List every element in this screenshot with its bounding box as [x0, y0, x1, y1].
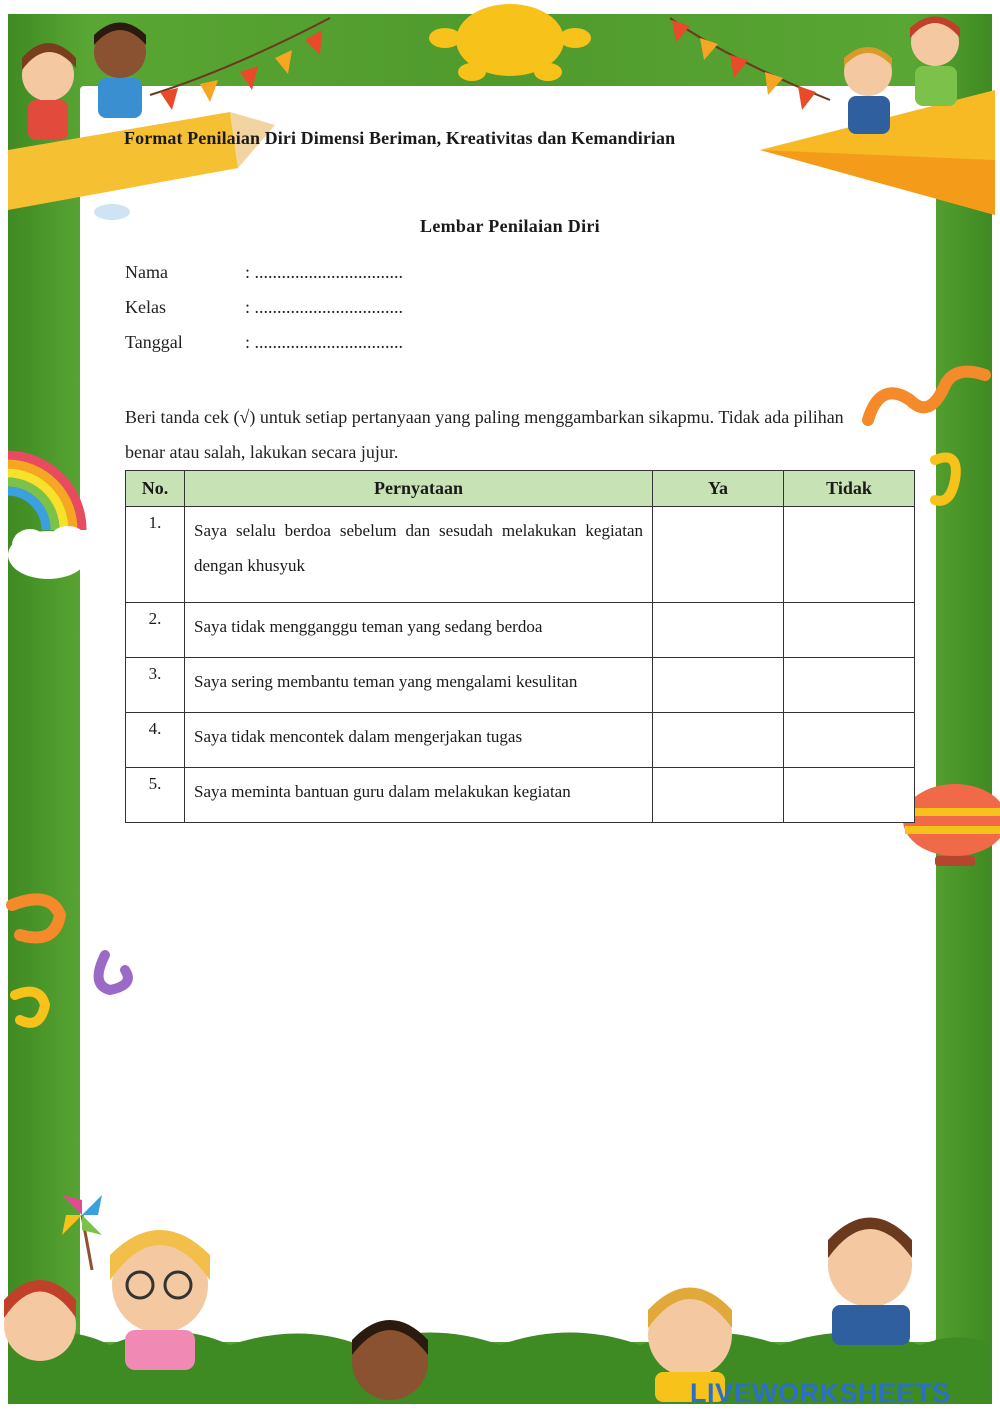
document-title: Format Penilaian Diri Dimensi Beriman, Kreativitas dan Kemandirian [124, 128, 676, 148]
header-no: No. [126, 471, 185, 507]
date-label: Tanggal [125, 332, 183, 352]
row-number: 4. [126, 713, 185, 768]
header-yes: Ya [653, 471, 784, 507]
child-icon [94, 23, 146, 119]
yes-cell[interactable] [653, 713, 784, 768]
pinwheel-icon [62, 1195, 102, 1270]
bunting-icon [670, 18, 830, 110]
table-row [126, 507, 915, 603]
header-no-answer: Tidak [784, 471, 915, 507]
name-input-line[interactable]: : ................................. [245, 262, 404, 282]
child-icon [828, 1218, 912, 1346]
no-cell[interactable] [784, 658, 915, 713]
document-subtitle: Lembar Penilaian Diri [420, 216, 600, 236]
table-row [126, 713, 915, 768]
child-icon [910, 17, 960, 107]
no-cell[interactable] [784, 603, 915, 658]
yes-cell[interactable] [653, 603, 784, 658]
class-input-line[interactable]: : ................................. [245, 297, 404, 317]
row-statement: Saya meminta bantuan guru dalam melakukan kegiatan [185, 768, 653, 823]
row-statement: Saya sering membantu teman yang mengalami kesulitan [185, 658, 653, 713]
child-icon [4, 1280, 76, 1361]
child-icon [22, 43, 76, 140]
row-number: 1. [126, 507, 185, 603]
sun-icon [429, 4, 591, 81]
liveworksheets-watermark: LIVEWORKSHEETS [690, 1378, 951, 1408]
table-header-row [126, 471, 915, 507]
hot-air-balloon-icon [903, 784, 1000, 866]
no-cell[interactable] [784, 768, 915, 823]
date-input-line[interactable]: : ................................. [245, 332, 404, 352]
row-statement: Saya tidak mengganggu teman yang sedang berdoa [185, 603, 653, 658]
class-field [125, 297, 403, 318]
assessment-table [125, 470, 915, 823]
yes-cell[interactable] [653, 658, 784, 713]
table-row [126, 603, 915, 658]
row-statement: Saya selalu berdoa sebelum dan sesudah melakukan kegiatan dengan khusyuk [185, 507, 653, 603]
name-field [125, 262, 403, 283]
table-row [126, 658, 915, 713]
table-row [126, 768, 915, 823]
bunting-icon [150, 18, 330, 110]
row-number: 5. [126, 768, 185, 823]
no-cell[interactable] [784, 713, 915, 768]
yes-cell[interactable] [653, 507, 784, 603]
child-icon [844, 47, 892, 134]
class-label: Kelas [125, 297, 166, 317]
header-statement: Pernyataan [185, 471, 653, 507]
name-label: Nama [125, 262, 168, 282]
row-statement: Saya tidak mencontek dalam mengerjakan tugas [185, 713, 653, 768]
no-cell[interactable] [784, 507, 915, 603]
child-icon [110, 1230, 210, 1370]
instruction-text: Beri tanda cek (√) untuk setiap pertanyaan yang paling menggambarkan sikapmu. Tidak ada pilihan benar atau salah, lakukan secara jujur. [125, 407, 844, 462]
rainbow-icon [8, 455, 82, 530]
cloud-icon [8, 526, 88, 579]
date-field [125, 332, 403, 353]
child-icon [352, 1320, 428, 1400]
yes-cell[interactable] [653, 768, 784, 823]
row-number: 2. [126, 603, 185, 658]
row-number: 3. [126, 658, 185, 713]
